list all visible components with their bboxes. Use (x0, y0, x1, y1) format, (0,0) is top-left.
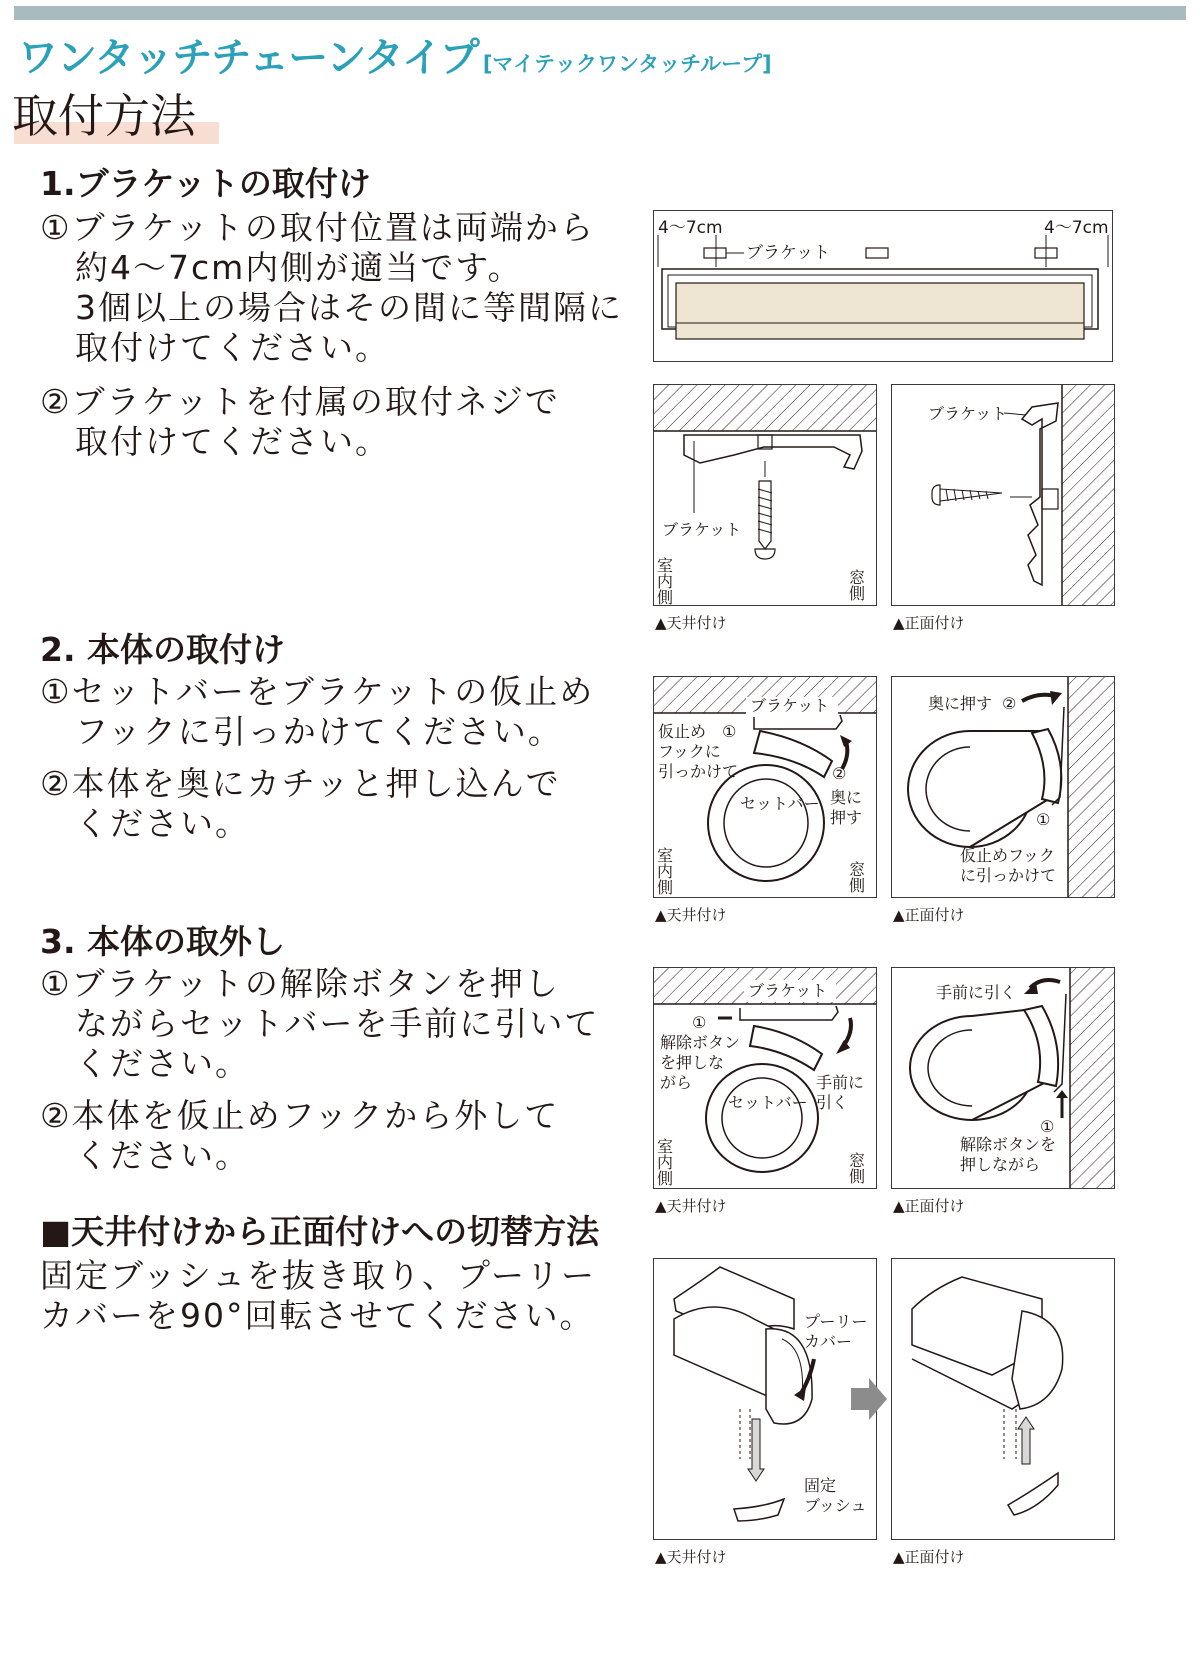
remove-ceiling-figure (653, 967, 877, 1189)
step-4-1: 固定ブッシュを抜き取り、プーリー カバーを90°回転させてください。 (40, 1256, 597, 1335)
bracket-label: ブラケット (750, 696, 830, 715)
push-label-2: 押す (830, 808, 863, 827)
caption-front-4: ▲正面付け (893, 1548, 965, 1566)
indoor-side-label: 室内側 (654, 847, 674, 895)
hook-label-2: フックに (658, 742, 721, 761)
step-num-2: ② (832, 764, 847, 783)
step-1-1: ①ブラケットの取付位置は両端から 約4〜7cm内側が適当です。 3個以上の場合はその間に等間隔に 取付けてください。 (40, 208, 623, 367)
step-1-2: ②ブラケットを付属の取付ネジで 取付けてください。 (40, 382, 560, 461)
release-label-1: 解除ボタンを (960, 1135, 1057, 1154)
hook-label-1: 仮止め (658, 722, 707, 741)
product-name: ワンタッチチェーンタイプ (18, 35, 479, 81)
indoor-side-label: 室内側 (654, 1138, 674, 1186)
pulley-label-2: カバー (804, 1332, 853, 1351)
bracket-position-figure (653, 210, 1113, 362)
caption-ceiling-1: ▲天井付け (655, 614, 727, 632)
section-heading-4: ■天井付けから正面付けへの切替方法 (40, 1212, 600, 1251)
window-side-label: 窓側 (846, 861, 866, 893)
bush-label-2: ブッシュ (804, 1496, 867, 1515)
hook-label-2: に引っかけて (960, 866, 1057, 885)
push-label-1: 奥に (830, 788, 863, 807)
front-screw-figure (891, 384, 1115, 606)
release-label-2: 押しながら (960, 1155, 1041, 1174)
window-side-label: 窓側 (846, 569, 866, 601)
remove-front-drawing (892, 968, 1114, 1188)
step-num-2: ② (1002, 694, 1017, 713)
step-3-2: ②本体を仮止めフックから外して ください。 (40, 1096, 560, 1175)
pulley-label-1: プーリー (804, 1312, 868, 1331)
pull-label-1: 手前に (816, 1073, 865, 1092)
pulley-front-drawing (892, 1259, 1114, 1539)
bracket-position-drawing (654, 211, 1112, 361)
hook-label-3: 引っかけて (658, 762, 739, 781)
bush-label-1: 固定 (804, 1476, 837, 1495)
step-num-1: ① (1040, 1117, 1055, 1136)
section-heading-1: 1.ブラケットの取付け (40, 164, 371, 203)
pulley-front-figure (891, 1258, 1115, 1540)
caption-ceiling-3: ▲天井付け (655, 1197, 727, 1215)
transition-arrow-icon (851, 1378, 887, 1420)
step-num-1: ① (1036, 810, 1051, 829)
setbar-label: セットバー (728, 1093, 808, 1112)
remove-ceiling-drawing (654, 968, 876, 1188)
ceiling-screw-drawing (654, 385, 876, 605)
section-heading-2: 2. 本体の取付け (40, 630, 285, 669)
attach-front-drawing (892, 677, 1114, 897)
step-2-1: ①セットバーをブラケットの仮止め フックに引っかけてください。 (40, 672, 595, 751)
step-num-1: ① (722, 722, 737, 741)
caption-front-3: ▲正面付け (893, 1197, 965, 1215)
front-screw-drawing (892, 385, 1114, 605)
bracket-label: ブラケット (662, 520, 742, 539)
section-heading-3: 3. 本体の取外し (40, 922, 285, 961)
attach-ceiling-drawing (654, 677, 876, 897)
caption-front-2: ▲正面付け (893, 906, 965, 924)
pulley-ceiling-figure (653, 1258, 877, 1540)
release-label-3: がら (660, 1073, 693, 1092)
left-dimension: 4〜7cm (658, 218, 723, 238)
hook-label-1: 仮止めフック (960, 846, 1055, 865)
bracket-label: ブラケット (928, 404, 1008, 423)
attach-front-figure (891, 676, 1115, 898)
pull-label-2: 引く (816, 1093, 849, 1112)
caption-ceiling-4: ▲天井付け (655, 1548, 727, 1566)
remove-front-figure (891, 967, 1115, 1189)
step-3-1: ①ブラケットの解除ボタンを押し ながらセットバーを手前に引いて ください。 (40, 964, 600, 1083)
step-num-1: ① (692, 1013, 707, 1032)
push-label: 奥に押す (928, 694, 993, 713)
caption-ceiling-2: ▲天井付け (655, 906, 727, 924)
method-heading: 取付方法 (12, 89, 196, 143)
product-subtitle: [マイテックワンタッチループ] (482, 52, 772, 76)
attach-ceiling-figure (653, 676, 877, 898)
page-title (18, 26, 772, 83)
ceiling-screw-figure (653, 384, 877, 606)
release-label-1: 解除ボタン (660, 1033, 741, 1052)
top-accent-bar (14, 6, 1186, 20)
setbar-label: セットバー (740, 794, 820, 813)
right-dimension: 4〜7cm (1044, 218, 1109, 238)
window-side-label: 窓側 (846, 1152, 866, 1184)
release-label-2: を押しな (660, 1053, 725, 1072)
step-2-2: ②本体を奥にカチッと押し込んで ください。 (40, 764, 561, 843)
bracket-label: ブラケット (746, 243, 831, 263)
bracket-label: ブラケット (748, 981, 828, 1000)
pull-label: 手前に引く (936, 983, 1017, 1002)
pulley-ceiling-drawing (654, 1259, 876, 1539)
caption-front-1: ▲正面付け (893, 614, 965, 632)
indoor-side-label: 室内側 (654, 557, 674, 605)
